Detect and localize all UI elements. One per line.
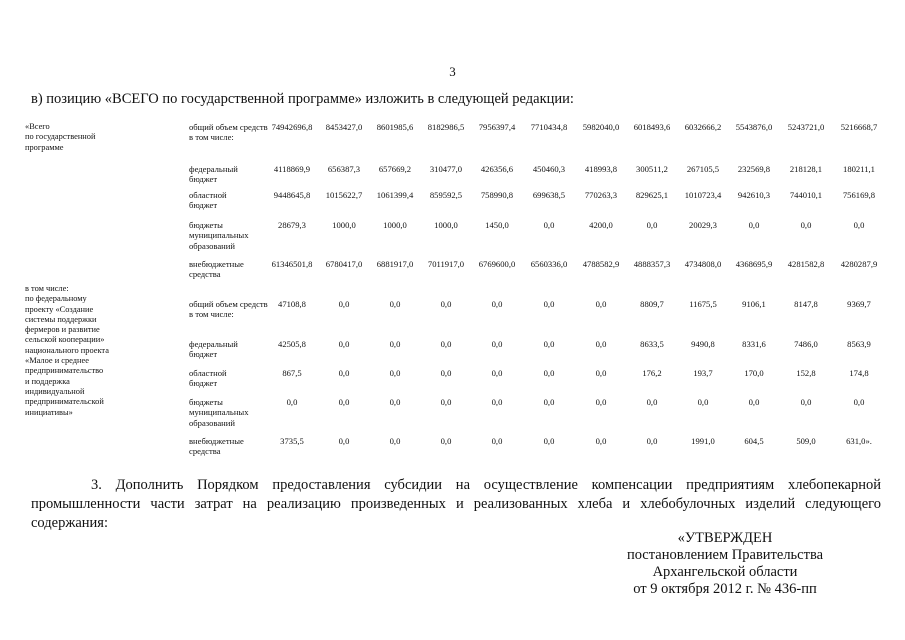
value-cell: 1991,0 <box>691 436 715 446</box>
value-cell: 0,0 <box>491 436 503 446</box>
value-cell: 4118869,9 <box>273 164 311 174</box>
value-cell: 310477,0 <box>429 164 463 174</box>
value-cell: 9448645,8 <box>273 190 311 200</box>
value-cell: 5216668,7 <box>840 122 878 132</box>
value-cell: 509,0 <box>796 436 816 446</box>
value-cell: 8563,9 <box>847 339 871 349</box>
value-cell: 1061399,4 <box>376 190 414 200</box>
value-cell: 9490,8 <box>691 339 715 349</box>
value-cell: 656387,3 <box>327 164 361 174</box>
value-cell: 152,8 <box>796 368 816 378</box>
value-cell: 0,0 <box>389 368 401 378</box>
value-cell: 193,7 <box>693 368 713 378</box>
value-cell: 218128,1 <box>789 164 823 174</box>
value-cell: 0,0 <box>646 436 658 446</box>
value-cell: 0,0 <box>800 397 812 407</box>
row-label: федеральный бюджет <box>189 164 238 185</box>
value-cell: 1450,0 <box>485 220 509 230</box>
value-cell: 28679,3 <box>278 220 306 230</box>
approval-line-2: постановлением Правительства <box>626 547 824 563</box>
approval-line-1: «УТВЕРЖДЕН <box>677 530 773 546</box>
value-cell: 1000,0 <box>383 220 407 230</box>
value-cell: 267105,5 <box>686 164 720 174</box>
approval-stamp <box>590 530 860 598</box>
value-cell: 699638,5 <box>532 190 566 200</box>
value-cell: 9106,1 <box>742 299 766 309</box>
value-cell: 0,0 <box>646 220 658 230</box>
page-number: 3 <box>449 64 456 79</box>
group-label: «Всего по государственной программе <box>25 122 96 152</box>
value-cell: 74942696,8 <box>271 122 313 132</box>
value-cell: 450460,3 <box>532 164 566 174</box>
value-cell: 42505,8 <box>278 339 306 349</box>
value-cell: 0,0 <box>853 220 865 230</box>
value-cell: 0,0 <box>595 397 607 407</box>
value-cell: 770263,3 <box>584 190 618 200</box>
value-cell: 7710434,8 <box>530 122 568 132</box>
value-cell: 426356,6 <box>480 164 514 174</box>
value-cell: 756169,8 <box>842 190 876 200</box>
value-cell: 0,0 <box>491 397 503 407</box>
value-cell: 0,0 <box>389 339 401 349</box>
row-label: общий объем средств в том числе: <box>189 122 268 143</box>
value-cell: 0,0 <box>338 299 350 309</box>
value-cell: 0,0 <box>853 397 865 407</box>
value-cell: 0,0 <box>697 397 709 407</box>
value-cell: 0,0 <box>440 299 452 309</box>
value-cell: 0,0 <box>440 339 452 349</box>
value-cell: 7011917,0 <box>427 259 465 269</box>
value-cell: 61346501,8 <box>271 259 313 269</box>
value-cell: 1000,0 <box>332 220 356 230</box>
value-cell: 0,0 <box>543 368 555 378</box>
row-label: внебюджетные средства <box>189 259 244 280</box>
value-cell: 0,0 <box>440 436 452 446</box>
value-cell: 4200,0 <box>589 220 613 230</box>
value-cell: 20029,3 <box>689 220 717 230</box>
value-cell: 4368695,9 <box>735 259 773 269</box>
value-cell: 0,0 <box>646 397 658 407</box>
value-cell: 7956397,4 <box>478 122 516 132</box>
value-cell: 758990,8 <box>480 190 514 200</box>
value-cell: 0,0 <box>338 368 350 378</box>
value-cell: 300511,2 <box>636 164 668 174</box>
value-cell: 3735,5 <box>280 436 304 446</box>
approval-line-4: от 9 октября 2012 г. № 436-пп <box>633 581 817 597</box>
group-label: в том числе: по федеральному проекту «Создание системы поддержки фермеров и развитие сельской кооперации» национального проекта «Малое и среднее предпринимательство и поддержка индивидуальной предпринимательской инициативы» <box>25 284 109 417</box>
row-label: общий объем средств в том числе: <box>189 299 268 320</box>
value-cell: 8182986,5 <box>427 122 465 132</box>
value-cell: 0,0 <box>338 339 350 349</box>
value-cell: 0,0 <box>595 368 607 378</box>
value-cell: 170,0 <box>744 368 764 378</box>
value-cell: 1000,0 <box>434 220 458 230</box>
paragraph-3: 3. Дополнить Порядком предоставления субсидии на осуществление компенсации предприятиям хлебопекарной промышленности части затрат на реализацию произведенных и реализованных хлеба и хлебобулочных изделий следующего содержания: <box>31 477 881 531</box>
value-cell: 4788582,9 <box>582 259 620 269</box>
value-cell: 4734808,0 <box>684 259 722 269</box>
value-cell: 0,0 <box>389 397 401 407</box>
row-label: областной бюджет <box>189 190 227 211</box>
value-cell: 0,0 <box>543 397 555 407</box>
value-cell: 0,0 <box>800 220 812 230</box>
value-cell: 0,0 <box>595 436 607 446</box>
approval-line-3: Архангельской области <box>652 564 798 580</box>
value-cell: 4280287,9 <box>840 259 878 269</box>
value-cell: 8809,7 <box>640 299 664 309</box>
value-cell: 0,0 <box>440 397 452 407</box>
value-cell: 0,0 <box>389 436 401 446</box>
value-cell: 5243721,0 <box>787 122 825 132</box>
value-cell: 0,0 <box>543 436 555 446</box>
value-cell: 1010723,4 <box>684 190 722 200</box>
value-cell: 6769600,0 <box>478 259 516 269</box>
value-cell: 942610,3 <box>737 190 771 200</box>
value-cell: 0,0 <box>595 339 607 349</box>
value-cell: 5543876,0 <box>735 122 773 132</box>
value-cell: 6018493,6 <box>633 122 671 132</box>
value-cell: 4281582,8 <box>787 259 825 269</box>
value-cell: 829625,1 <box>635 190 669 200</box>
value-cell: 0,0 <box>748 220 760 230</box>
value-cell: 8601985,6 <box>376 122 414 132</box>
value-cell: 418993,8 <box>584 164 618 174</box>
row-label: областной бюджет <box>189 368 227 389</box>
value-cell: 8453427,0 <box>325 122 363 132</box>
value-cell: 8147,8 <box>794 299 818 309</box>
value-cell: 0,0 <box>491 299 503 309</box>
value-cell: 0,0 <box>595 299 607 309</box>
value-cell: 0,0 <box>543 339 555 349</box>
row-label: внебюджетные средства <box>189 436 244 457</box>
value-cell: 604,5 <box>744 436 764 446</box>
value-cell: 0,0 <box>491 339 503 349</box>
value-cell: 232569,8 <box>737 164 771 174</box>
value-cell: 6881917,0 <box>376 259 414 269</box>
value-cell: 0,0 <box>748 397 760 407</box>
value-cell: 1015622,7 <box>325 190 363 200</box>
value-cell: 4888357,3 <box>633 259 671 269</box>
value-cell: 6560336,0 <box>530 259 568 269</box>
value-cell: 174,8 <box>849 368 869 378</box>
value-cell: 859592,5 <box>429 190 463 200</box>
value-cell: 657669,2 <box>378 164 412 174</box>
value-cell: 6780417,0 <box>325 259 363 269</box>
value-cell: 867,5 <box>282 368 302 378</box>
value-cell: 9369,7 <box>847 299 871 309</box>
value-cell: 7486,0 <box>794 339 818 349</box>
value-cell: 0,0 <box>338 436 350 446</box>
value-cell: 0,0 <box>491 368 503 378</box>
value-cell: 0,0 <box>440 368 452 378</box>
row-label: бюджеты муниципальных образований <box>189 220 249 251</box>
value-cell: 0,0 <box>286 397 298 407</box>
amendment-intro: в) позицию «ВСЕГО по государственной программе» изложить в следующей редакции: <box>31 91 574 107</box>
value-cell: 744010,1 <box>789 190 823 200</box>
value-cell: 631,0». <box>846 436 872 446</box>
value-cell: 0,0 <box>543 220 555 230</box>
value-cell: 47108,8 <box>278 299 306 309</box>
value-cell: 0,0 <box>543 299 555 309</box>
value-cell: 11675,5 <box>689 299 717 309</box>
value-cell: 0,0 <box>338 397 350 407</box>
value-cell: 5982040,0 <box>582 122 620 132</box>
value-cell: 8633,5 <box>640 339 664 349</box>
value-cell: 0,0 <box>389 299 401 309</box>
value-cell: 8331,6 <box>742 339 766 349</box>
value-cell: 176,2 <box>642 368 662 378</box>
value-cell: 180211,1 <box>843 164 875 174</box>
row-label: федеральный бюджет <box>189 339 238 360</box>
row-label: бюджеты муниципальных образований <box>189 397 249 428</box>
value-cell: 6032666,2 <box>684 122 722 132</box>
